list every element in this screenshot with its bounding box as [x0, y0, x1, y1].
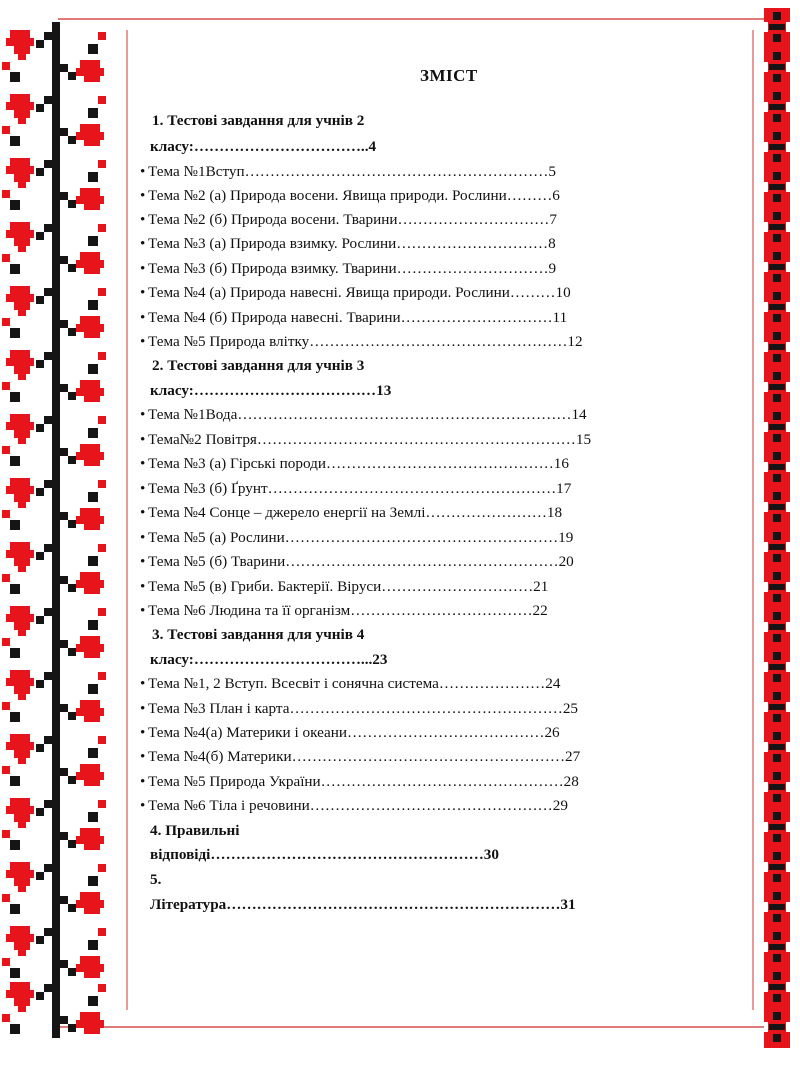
bullet-icon: • [140, 504, 146, 521]
bullet-icon: • [140, 187, 146, 204]
toc-entry-text: Тема №4 Сонце – джерело енергії на Землі……………………18 [148, 504, 563, 521]
toc-entry-text: Тема№2 Повітря………………………………………………………15 [148, 431, 592, 448]
toc-entry [140, 675, 560, 693]
toc-entry-text: Тема №6 Тіла і речовини…………………………………………29 [148, 797, 568, 814]
toc-entry-text: Тема №3 (а) Природа взимку. Рослини…………………………8 [148, 235, 556, 252]
toc-section-heading [150, 138, 376, 156]
toc-section-heading [150, 822, 240, 840]
bullet-icon: • [140, 724, 146, 741]
toc-entry-text: 2. Тестові завдання для учнів 3 [152, 357, 365, 374]
frame-left-line [126, 30, 128, 1010]
bullet-icon: • [140, 480, 146, 497]
toc-entry-text: 1. Тестові завдання для учнів 2 [152, 112, 365, 129]
toc-section-heading [150, 896, 576, 914]
bullet-icon: • [140, 235, 146, 252]
toc-entry [140, 504, 562, 522]
bullet-icon: • [140, 602, 146, 619]
toc-entry-text: Тема №5 Природа влітку……………………………………………12 [148, 333, 583, 350]
toc-entry-text: 3. Тестові завдання для учнів 4 [152, 626, 365, 643]
toc-entry-text: 4. Правильні [150, 822, 240, 839]
bullet-icon: • [140, 406, 146, 423]
toc-entry [140, 333, 583, 351]
toc-section-heading [150, 382, 391, 400]
toc-section-heading [150, 871, 161, 889]
bullet-icon: • [140, 333, 146, 350]
bullet-icon: • [140, 431, 146, 448]
toc-entry [140, 748, 580, 766]
page-title: ЗМІСТ [420, 66, 478, 85]
toc-entry-text: Тема №1Вступ……………………………………………………5 [148, 163, 556, 180]
toc-entry-text: Тема №4(б) Материки………………………………………………27 [148, 748, 581, 765]
toc-entry [140, 455, 569, 473]
bullet-icon: • [140, 797, 146, 814]
toc-section-heading [152, 626, 364, 644]
bullet-icon: • [140, 675, 146, 692]
toc-entry [140, 480, 571, 498]
toc-entry-text: Тема №5 (в) Гриби. Бактерії. Віруси…………………………21 [148, 578, 549, 595]
bullet-icon: • [140, 211, 146, 228]
toc-entry-text: Тема №5 Природа України…………………………………………28 [148, 773, 579, 790]
toc-entry-text: Тема №3 (б) Ґрунт…………………………………………………17 [148, 480, 572, 497]
toc-section-heading [150, 651, 388, 669]
bullet-icon: • [140, 529, 146, 546]
toc-entry-text: Тема №6 Людина та її організм………………………………22 [148, 602, 548, 619]
frame-right-line [752, 30, 754, 1010]
toc-entry [140, 700, 578, 718]
toc-entry-text: Тема №2 (б) Природа восени. Тварини…………………………7 [148, 211, 557, 228]
toc-entry-text: Тема №3 План і карта………………………………………………25 [148, 700, 579, 717]
toc-entry-text: Тема №3 (б) Природа взимку. Тварини…………………………9 [148, 260, 557, 277]
toc-entry-text: Література…………………………………………………………31 [150, 896, 576, 913]
toc-entry-text: Тема №5 (б) Тварини………………………………………………20 [148, 553, 574, 570]
toc-entry-text: Тема №1Вода…………………………………………………………14 [148, 406, 587, 423]
toc-entry-text: Тема №4 (а) Природа навесні. Явища природи. Рослини………10 [148, 284, 571, 301]
toc-entry [140, 529, 573, 547]
toc-entry [140, 406, 587, 424]
toc-entry-text: Тема №1, 2 Вступ. Всесвіт і сонячна система…………………24 [148, 675, 561, 692]
toc-section-heading [152, 357, 364, 375]
toc-section-heading [150, 846, 499, 864]
bullet-icon: • [140, 748, 146, 765]
toc-section-heading [152, 112, 364, 130]
toc-entry-text: 5. [150, 871, 162, 888]
toc-entry-text: класу:………………………………13 [150, 382, 392, 399]
toc-entry [140, 724, 560, 742]
bullet-icon: • [140, 163, 146, 180]
toc-entry [140, 309, 567, 327]
embroidery-border-right [764, 8, 790, 1048]
toc-entry [140, 602, 548, 620]
toc-entry-text: Тема №4 (б) Природа навесні. Тварини…………………………11 [148, 309, 568, 326]
toc-entry [140, 211, 557, 229]
toc-entry-text: відповіді………………………………………………30 [150, 846, 499, 863]
toc-entry-text: Тема №3 (а) Гірські породи………………………………………16 [148, 455, 569, 472]
toc-entry [140, 797, 568, 815]
toc-entry [140, 431, 591, 449]
bullet-icon: • [140, 284, 146, 301]
toc-entry [140, 163, 556, 181]
bullet-icon: • [140, 455, 146, 472]
embroidery-ornament-left [2, 22, 110, 1042]
toc-entry [140, 260, 556, 278]
bullet-icon: • [140, 700, 146, 717]
bullet-icon: • [140, 260, 146, 277]
toc-entry [140, 578, 548, 596]
toc-entry [140, 187, 560, 205]
toc-entry-text: Тема №5 (а) Рослини………………………………………………19 [148, 529, 574, 546]
bullet-icon: • [140, 578, 146, 595]
toc-entry [140, 235, 556, 253]
frame-top-line [58, 18, 766, 20]
frame-bottom-line [58, 1026, 766, 1028]
bullet-icon: • [140, 309, 146, 326]
toc-entry-text: Тема №4(а) Материки і океани…………………………………26 [148, 724, 560, 741]
toc-entry [140, 773, 579, 791]
toc-entry-text: класу:……………………………...23 [150, 651, 388, 668]
toc-entry-text: класу:……………………………..4 [150, 138, 377, 155]
toc-entry-text: Тема №2 (а) Природа восени. Явища природи. Рослини………6 [148, 187, 560, 204]
toc-entry [140, 284, 571, 302]
toc-entry [140, 553, 574, 571]
bullet-icon: • [140, 773, 146, 790]
bullet-icon: • [140, 553, 146, 570]
